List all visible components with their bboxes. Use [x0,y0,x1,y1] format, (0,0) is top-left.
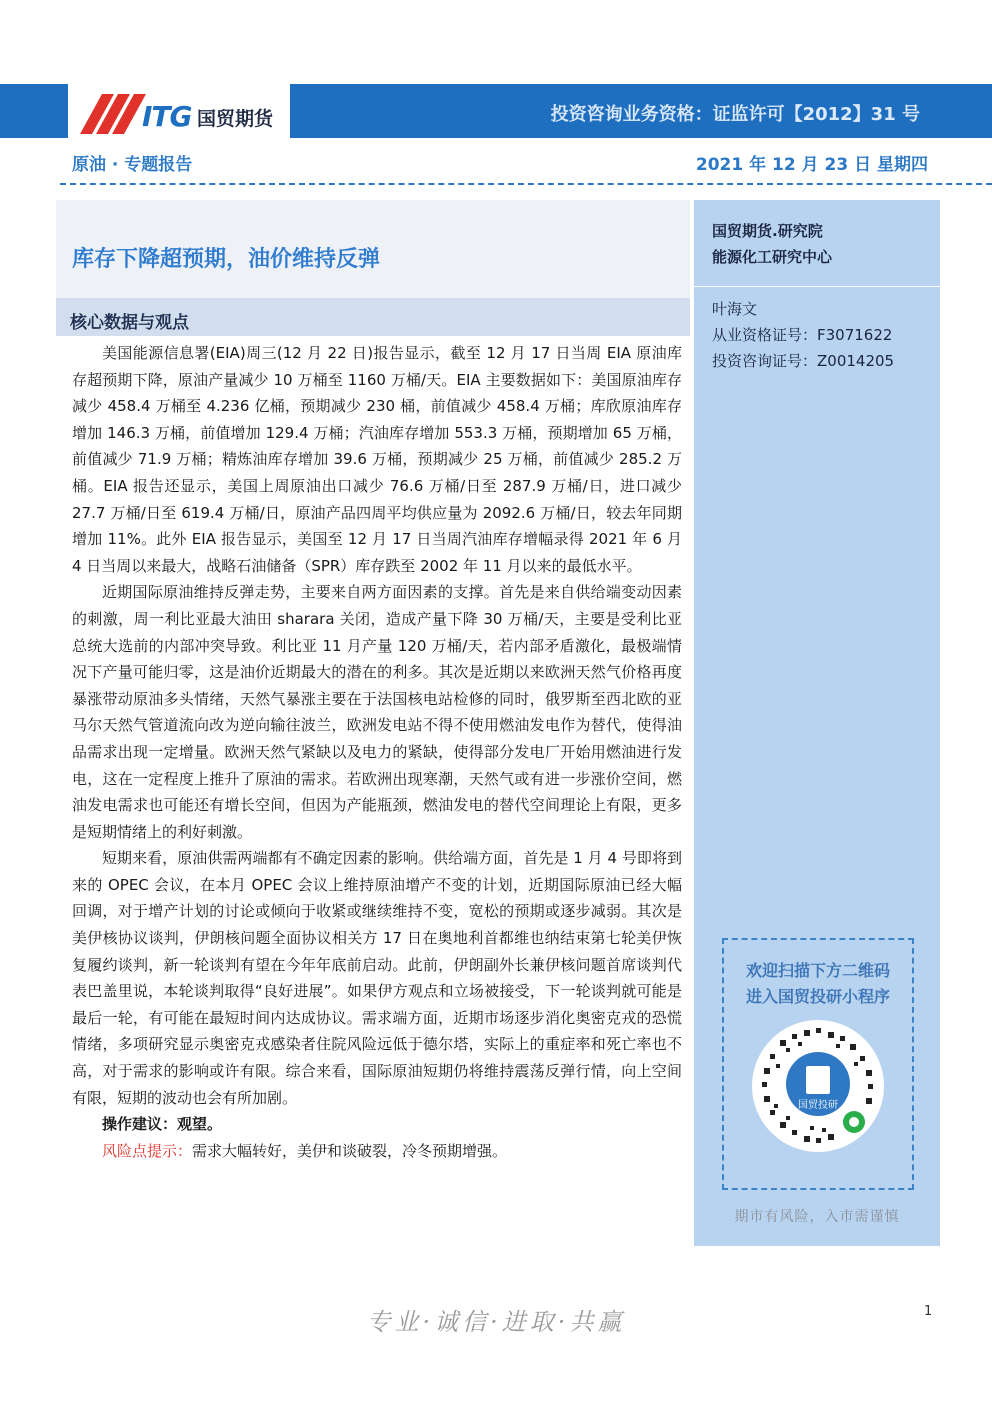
org-name: 国贸期货.研究院 [712,222,823,240]
section-title: 核心数据与观点 [70,313,189,333]
report-category: 原油 · 专题报告 [72,155,193,175]
sidebar-divider [694,286,940,287]
qualification-text: 投资咨询业务资格：证监许可【2012】31 号 [550,104,920,125]
company-logo [80,92,290,132]
qualification-cert: 从业资格证号：F3071622 [712,326,893,344]
logo-stripes-icon [80,94,150,134]
consulting-cert: 投资咨询证号：Z0014205 [712,352,895,370]
risk-line [72,1138,682,1165]
qr-box [722,938,914,1190]
report-body [72,340,682,1164]
paragraph: 短期来看，原油供需两端都有不确定因素的影响。供给端方面，首先是 1 月 4 号即将到来的 OPEC 会议，在本月 OPEC 会议上维持原油增产不变的计划，近期国际原油已经大幅回调，对于增产计划的讨论或倾向于收紧或继续维持不变，宽松的预期或逐步减弱。其次是美伊核协议谈判，伊朗核问题全面协议相关方 17 日在奥地利首都维也纳结束第七轮美伊恢复履约谈判，新一轮谈判有望在今年年底前启动。此前，伊朗副外长兼伊核问题首席谈判代表巴盖里说，本轮谈判取得“良好进展”。如果伊方观点和立场被接受，下一轮谈判就可能是最后一轮，有可能在最短时间内达成协议。需求端方面，近期市场逐步消化奥密克戎的恐慌情绪，多项研究显示奥密克戎感染者住院风险远低于德尔塔，实际上的重症率和死亡率也不高，对于需求的影响或许有限。综合来看，国际原油短期仍将维持震荡反弹行情，向上空间有限，短期的波动也会有所加剧。 [72,849,682,1107]
report-title: 库存下降超预期，油价维持反弹 [72,247,381,272]
report-date: 2021 年 12 月 23 日 星期四 [695,155,928,175]
qr-code-icon[interactable] [750,1018,886,1154]
page-number: 1 [924,1304,933,1319]
analyst-name: 叶海文 [712,300,758,318]
risk-label: 风险点提示： [102,1141,193,1160]
paragraph: 美国能源信息署(EIA)周三(12 月 22 日)报告显示，截至 12 月 17 日当周 EIA 原油库存超预期下降，原油产量减少 10 万桶至 1160 万桶/天。EIA 主要数据如下：美国原油库存减少 458.4 万桶至 4.236 亿桶，预期减少 230 桶，前值减少 458.4 万桶；库欣原油库存增加 146.3 万桶，前值增加 129.4 万桶；汽油库存增加 553.3 万桶，预期增加 65 万桶，前值减少 71.9 万桶；精炼油库存增加 39.6 万桶，预期减少 25 万桶，前值减少 285.2 万桶。EIA 报告还显示，美国上周原油出口减少 76.6 万桶/日至 287.9 万桶/日，进口减少 27.7 万桶/日至 619.4 万桶/日，原油产品四周平均供应量为 2092.6 万桶/日，较去年同期增加 11%。此外 EIA 报告显示，美国至 12 月 17 日当周汽油库存增幅录得 2021 年 6 月 4 日当周以来最大，战略石油储备（SPR）库存跌至 2002 年 11 月以来的最低水平。 [72,344,682,575]
header-divider [60,183,992,185]
operation-advice: 操作建议：观望。 [102,1115,223,1134]
org-center: 能源化工研究中心 [712,248,833,266]
main-content [56,200,690,1246]
logo-itg-text: ITG [142,100,192,133]
qr-caption-1: 欢迎扫描下方二维码 [745,961,890,980]
logo-company-name: 国贸期货 [197,108,274,130]
sidebar [694,200,940,1246]
paragraph: 近期国际原油维持反弹走势，主要来自两方面因素的支撑。首先是来自供给端变动因素的刺激，周一利比亚最大油田 sharara 关闭，造成产量下降 30 万桶/天，主要是受利比亚总统大选前的内部冲突导致。利比亚 11 月产量 120 万桶/天，若内部矛盾激化，最极端情况下产量可能归零，这是油价近期最大的潜在的利多。其次是近期以来欧洲天然气价格再度暴涨带动原油多头情绪，天然气暴涨主要在于法国核电站检修的同时，俄罗斯至西北欧的亚马尔天然气管道流向改为逆向输往波兰，欧洲发电站不得不使用燃油发电作为替代，使得油品需求出现一定增量。欧洲天然气紧缺以及电力的紧缺，使得部分发电厂开始用燃油进行发电，这在一定程度上推升了原油的需求。若欧洲出现寒潮，天然气或有进一步涨价空间，燃油发电需求也可能还有增长空间，但因为产能瓶颈，燃油发电的替代空间理论上有限，更多是短期情绪上的利好刺激。 [72,583,682,841]
qr-caption-2: 进入国贸投研小程序 [745,987,890,1006]
risk-text: 需求大幅转好，美伊和谈破裂，冷冬预期增强。 [192,1141,508,1160]
risk-disclaimer: 期市有风险，入市需谨慎 [734,1209,900,1225]
qr-center-label: 国贸投研 [798,1100,838,1111]
footer-motto: 专业·诚信·进取·共赢 [366,1308,626,1336]
